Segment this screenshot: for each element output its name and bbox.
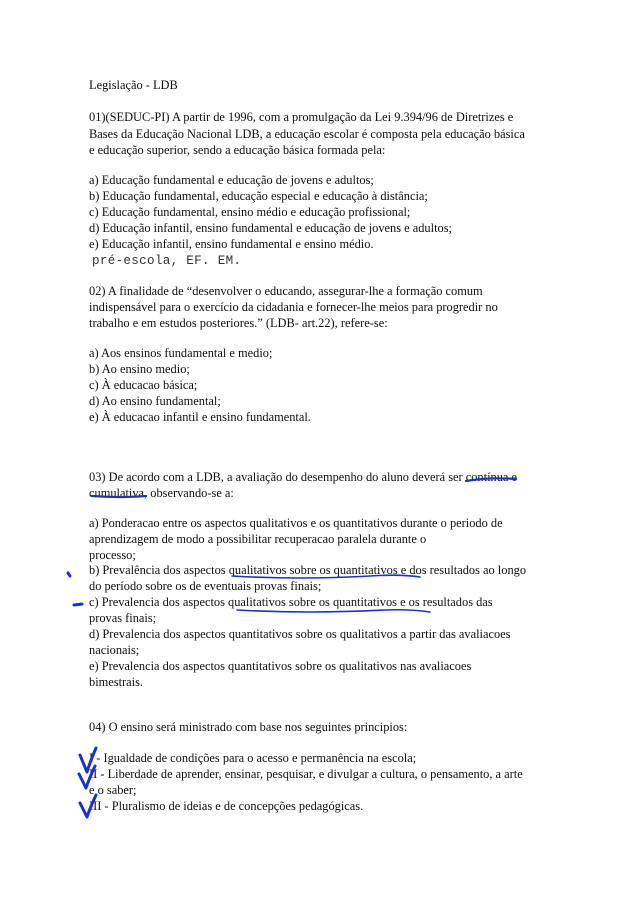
- q03-option-c: c) Prevalencia dos aspectos qualitativos sobre os quantitativos e os resultados das: [89, 595, 493, 609]
- q04-item-iii: III - Pluralismo de ideias e de concepções pedagógicas.: [89, 799, 364, 813]
- q03-option-a-cont: aprendizagem de modo a possibilitar recuperacao paralela durante o: [89, 532, 427, 546]
- q03-option-a: a) Ponderacao entre os aspectos qualitativos e os quantitativos durante o periodo de: [89, 516, 503, 530]
- q03-option-b-cont: do período sobre os de eventuais provas finais;: [89, 579, 322, 593]
- q02-option-e: e) À educacao infantil e ensino fundamental.: [89, 410, 311, 424]
- q02-stem-line: 02) A finalidade de “desenvolver o educando, assegurar-lhe a formação comum: [89, 284, 483, 298]
- q03-option-e: e) Prevalencia dos aspectos quantitativos sobre os qualitativos nas avaliacoes: [89, 659, 472, 673]
- q01-option-d: d) Educação infantil, ensino fundamental e educação de jovens e adultos;: [89, 221, 452, 235]
- q01-stem-line: Bases da Educação Nacional LDB, a educação escolar é composta pela educação básica: [89, 127, 525, 141]
- dash-mark: [68, 573, 70, 576]
- q01-stem-line: e educação superior, sendo a educação básica formada pela:: [89, 143, 386, 157]
- q03-option-e-cont: bimestrais.: [89, 675, 144, 689]
- q01-stem-line: 01)(SEDUC-PI) A partir de 1996, com a promulgação da Lei 9.394/96 de Diretrizes e: [89, 110, 514, 124]
- q04-item-i: I - Igualdade de condições para o acesso e permanência na escola;: [89, 751, 417, 765]
- q03-stem-line: 03) De acordo com a LDB, a avaliação do desempenho do aluno deverá ser contínua e: [89, 470, 517, 484]
- q01-answer-note: pré-escola, EF. EM.: [92, 254, 242, 268]
- q03-option-a-cont: processo;: [89, 548, 136, 562]
- q02-option-b: b) Ao ensino medio;: [89, 362, 190, 376]
- q04-stem-line: 04) O ensino será ministrado com base nos seguintes principios:: [89, 720, 408, 734]
- q02-option-d: d) Ao ensino fundamental;: [89, 394, 221, 408]
- q02-option-c: c) À educacao básica;: [89, 378, 198, 392]
- q03-option-d-cont: nacionais;: [89, 643, 140, 657]
- dash-mark: [74, 604, 82, 605]
- q01-option-c: c) Educação fundamental, ensino médio e educação profissional;: [89, 205, 411, 219]
- q03-stem-line: cumulativa, observando-se a:: [89, 486, 234, 500]
- q02-stem-line: trabalho e em estudos posteriores.” (LDB- art.22), refere-se:: [89, 316, 388, 330]
- page-title: Legislação - LDB: [89, 78, 178, 92]
- q01-option-a: a) Educação fundamental e educação de jovens e adultos;: [89, 173, 374, 187]
- q03-option-b: b) Prevalência dos aspectos qualitativos sobre os quantitativos e dos resultados ao longo: [89, 563, 527, 577]
- q02-stem-line: indispensável para o exercício da cidadania e fornecer-lhe meios para progredir no: [89, 300, 498, 314]
- q01-option-e: e) Educação infantil, ensino fundamental e ensino médio.: [89, 237, 374, 251]
- q03-option-d: d) Prevalencia dos aspectos quantitativos sobre os qualitativos a partir das avaliacoes: [89, 627, 511, 641]
- q02-option-a: a) Aos ensinos fundamental e medio;: [89, 346, 273, 360]
- q01-option-b: b) Educação fundamental, educação especial e educação à distância;: [89, 189, 428, 203]
- q04-item-ii-cont: e o saber;: [89, 783, 137, 797]
- q03-option-c-cont: provas finais;: [89, 611, 157, 625]
- underline-stroke: [237, 610, 430, 612]
- q04-item-ii: II - Liberdade de aprender, ensinar, pesquisar, e divulgar a cultura, o pensamento, a arte: [89, 767, 523, 781]
